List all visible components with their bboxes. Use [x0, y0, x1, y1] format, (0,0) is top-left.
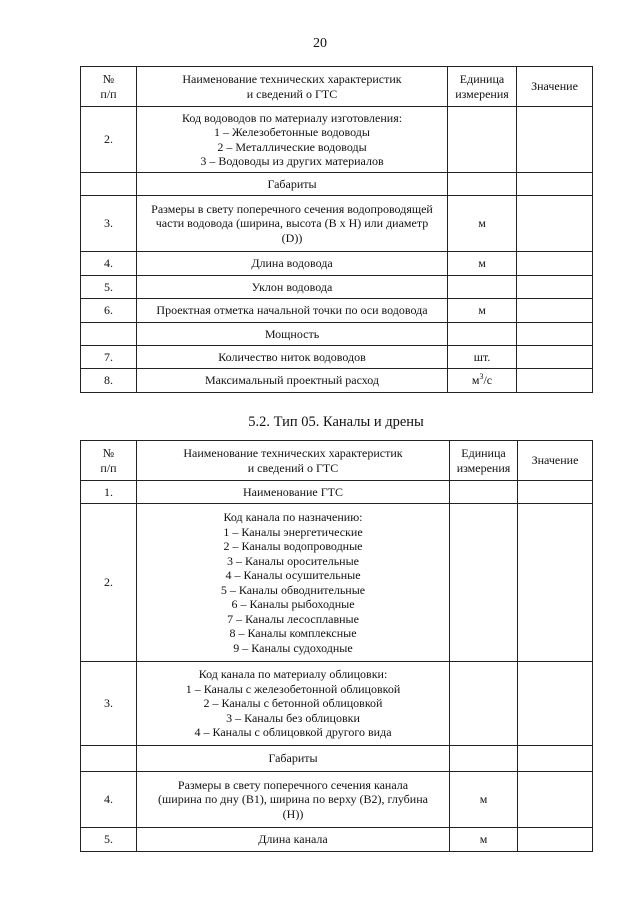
row-unit: $м^3/с$ — [448, 369, 517, 393]
row-num: 2. — [81, 107, 137, 173]
group-row-gabarity — [81, 746, 593, 772]
header-unit: Единица измерения — [448, 67, 517, 107]
row-num: 2. — [81, 504, 137, 662]
gts-characteristics-table-2 — [80, 440, 593, 852]
row-num: 1. — [81, 481, 137, 504]
row-unit — [448, 276, 517, 299]
group-label: Мощность — [137, 323, 448, 346]
table-row — [81, 369, 593, 393]
row-name: Длина водовода — [137, 252, 448, 276]
table-row — [81, 662, 593, 746]
row-name: Размеры в свету поперечного сечения канала (ширина по дну (В1), ширина по верху (В2), глубина (Н)) — [137, 772, 450, 828]
group-label: Габариты — [137, 173, 448, 196]
row-unit: м — [450, 772, 518, 828]
header-num: № п/п — [81, 67, 137, 107]
table-row — [81, 299, 593, 323]
row-num: 3. — [81, 662, 137, 746]
row-num: 7. — [81, 346, 137, 369]
header-value: Значение — [518, 441, 593, 481]
table-row — [81, 252, 593, 276]
row-value — [517, 276, 593, 299]
group-row-gabarity — [81, 173, 593, 196]
row-name: Код канала по назначению: 1 – Каналы энергетические 2 – Каналы водопроводные 3 – Каналы оросительные 4 – Каналы осушительные 5 – Каналы обводнительные 6 – Каналы рыбоходные 7 – Каналы лесосплавные 8 – Каналы комплексные 9 – Каналы судоходные — [137, 504, 450, 662]
row-value — [518, 828, 593, 852]
row-value — [517, 107, 593, 173]
table-row — [81, 481, 593, 504]
row-unit — [448, 107, 517, 173]
row-unit: м — [450, 828, 518, 852]
row-unit — [450, 662, 518, 746]
row-value — [518, 772, 593, 828]
row-name: Уклон водовода — [137, 276, 448, 299]
row-name: Код канала по материалу облицовки: 1 – Каналы с железобетонной облицовкой 2 – Каналы с бетонной облицовкой 3 – Каналы без облицовки 4 – Каналы с облицовкой другого вида — [137, 662, 450, 746]
row-name: Длина канала — [137, 828, 450, 852]
header-unit: Единица измерения — [450, 441, 518, 481]
row-name: Код водоводов по материалу изготовления: 1 – Железобетонные водоводы 2 – Металлические водоводы 3 – Водоводы из других материалов — [137, 107, 448, 173]
table-row — [81, 107, 593, 173]
row-name: Наименование ГТС — [137, 481, 450, 504]
row-num: 8. — [81, 369, 137, 393]
gts-characteristics-table-1 — [80, 66, 593, 393]
row-num: 4. — [81, 252, 137, 276]
row-value — [517, 346, 593, 369]
row-name: Проектная отметка начальной точки по оси водовода — [137, 299, 448, 323]
row-unit: шт. — [448, 346, 517, 369]
group-row-moshchnost — [81, 323, 593, 346]
row-value — [518, 481, 593, 504]
row-num: 4. — [81, 772, 137, 828]
row-name: Размеры в свету поперечного сечения водопроводящей части водовода (ширина, высота (В х Н) или диаметр (D)) — [137, 196, 448, 252]
row-num: 5. — [81, 276, 137, 299]
table-row — [81, 772, 593, 828]
header-num: № п/п — [81, 441, 137, 481]
page-number: 20 — [313, 36, 327, 51]
row-value — [518, 662, 593, 746]
row-value — [517, 299, 593, 323]
section-title: 5.2. Тип 05. Каналы и дрены — [248, 414, 424, 430]
header-value: Значение — [517, 67, 593, 107]
row-num: 6. — [81, 299, 137, 323]
table-row — [81, 196, 593, 252]
row-num: 5. — [81, 828, 137, 852]
table-row — [81, 276, 593, 299]
group-label: Габариты — [137, 746, 450, 772]
row-value — [518, 504, 593, 662]
table-header-row — [81, 441, 593, 481]
table-row — [81, 504, 593, 662]
row-unit: м — [448, 196, 517, 252]
header-name: Наименование технических характеристик и сведений о ГТС — [137, 441, 450, 481]
row-value — [517, 369, 593, 393]
header-name: Наименование технических характеристик и сведений о ГТС — [137, 67, 448, 107]
table-row — [81, 346, 593, 369]
row-unit: м — [448, 252, 517, 276]
row-value — [517, 252, 593, 276]
row-name: Количество ниток водоводов — [137, 346, 448, 369]
row-unit: м — [448, 299, 517, 323]
row-unit — [450, 481, 518, 504]
table-row — [81, 828, 593, 852]
row-value — [517, 196, 593, 252]
table-header-row — [81, 67, 593, 107]
row-unit — [450, 504, 518, 662]
row-name: Максимальный проектный расход — [137, 369, 448, 393]
row-num: 3. — [81, 196, 137, 252]
